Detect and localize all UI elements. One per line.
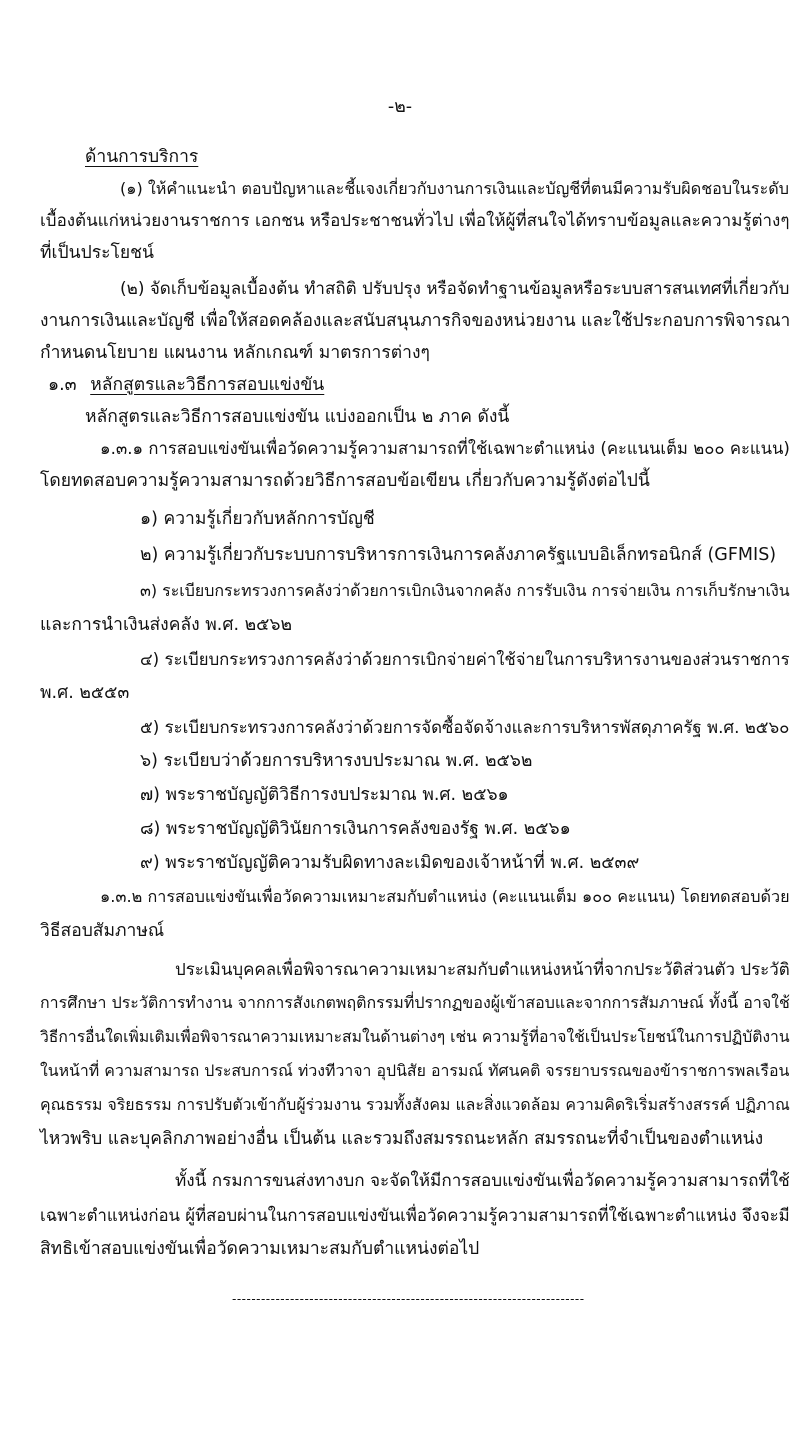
evaluation-line-2: การศึกษา ประวัติการทำงาน จากการสังเกตพฤติกรรมที่ปรากฏของผู้เข้าสอบและจากการสัมภาษณ์ ทั้งนี้ อาจใช้ <box>40 993 790 1012</box>
section-1-3-number: ๑.๓ <box>48 375 77 395</box>
topic-3-line-1: ๓) ระเบียบกระทรวงการคลังว่าด้วยการเบิกเงินจากคลัง การรับเงิน การจ่ายเงิน การเก็บรักษาเงิน <box>140 581 790 600</box>
topic-7: ๗) พระราชบัญญัติวิธีการงบประมาณ พ.ศ. ๒๕๖๑ <box>140 785 509 805</box>
topic-6: ๖) ระเบียบว่าด้วยการบริหารงบประมาณ พ.ศ. ๒๕๖๒ <box>140 751 533 771</box>
topic-4-line-1: ๔) ระเบียบกระทรวงการคลังว่าด้วยการเบิกจ่ายค่าใช้จ่ายในการบริหารงานของส่วนราชการ <box>140 649 790 669</box>
service-item-1-line-1: (๑) ให้คำแนะนำ ตอบปัญหาและชี้แจงเกี่ยวกับงานการเงินและบัญชีที่ตนมีความรับผิดชอบในระดับ <box>120 179 789 198</box>
page-number: -๒- <box>387 97 413 117</box>
evaluation-line-5: คุณธรรม จริยธรรม การปรับตัวเข้ากับผู้ร่วมงาน รวมทั้งสังคม และสิ่งแวดล้อม ความคิดริเริ่มสร้างสรรค์ ปฏิภาณ <box>40 1095 790 1114</box>
service-item-2-line-3: กำหนดนโยบาย แผนงาน หลักเกณฑ์ มาตรการต่างๆ <box>40 343 430 363</box>
section-1-3-2-line-2: วิธีสอบสัมภาษณ์ <box>40 921 165 941</box>
topic-8: ๘) พระราชบัญญัติวินัยการเงินการคลังของรัฐ พ.ศ. ๒๕๖๑ <box>140 819 571 839</box>
section-1-3-1-line-1: ๑.๓.๑ การสอบแข่งขันเพื่อวัดความรู้ความสามารถที่ใช้เฉพาะตำแหน่ง (คะแนนเต็ม ๒๐๐ คะแนน) <box>100 439 790 458</box>
service-item-1-line-3: ที่เป็นประโยชน์ <box>40 243 154 263</box>
section-1-3-title: หลักสูตรและวิธีการสอบแข่งขัน <box>90 375 325 395</box>
service-item-2-line-1: (๒) จัดเก็บข้อมูลเบื้องต้น ทำสถิติ ปรับปรุง หรือจัดทำฐานข้อมูลหรือระบบสารสนเทศที่เกี่ยวกับ <box>120 279 790 299</box>
service-item-2-line-2: งานการเงินและบัญชี เพื่อให้สอดคล้องและสนับสนุนภารกิจของหน่วยงาน และใช้ประกอบการพิจารณา <box>40 311 791 331</box>
evaluation-line-1: ประเมินบุคคลเพื่อพิจารณาความเหมาะสมกับตำแหน่งหน้าที่จากประวัติส่วนตัว ประวัติ <box>175 959 790 979</box>
evaluation-line-4: ในหน้าที่ ความสามารถ ประสบการณ์ ท่วงทีวาจา อุปนิสัย อารมณ์ ทัศนคติ จรรยาบรรณของข้าราชการพลเรือน <box>40 1061 790 1080</box>
closing-line-1: ทั้งนี้ กรมการขนส่งทางบก จะจัดให้มีการสอบแข่งขันเพื่อวัดความรู้ความสามารถที่ใช้ <box>175 1171 790 1191</box>
topic-9: ๙) พระราชบัญญัติความรับผิดทางละเมิดของเจ้าหน้าที่ พ.ศ. ๒๕๓๙ <box>140 853 640 873</box>
service-heading: ด้านการบริการ <box>85 147 199 167</box>
evaluation-line-6: ไหวพริบ และบุคลิกภาพอย่างอื่น เป็นต้น และรวมถึงสมรรถนะหลัก สมรรถนะที่จำเป็นของตำแหน่ง <box>40 1129 764 1149</box>
section-1-3-heading <box>48 374 324 396</box>
topic-3-line-2: และการนำเงินส่งคลัง พ.ศ. ๒๕๖๒ <box>40 615 293 635</box>
section-1-3-2-line-1: ๑.๓.๒ การสอบแข่งขันเพื่อวัดความเหมาะสมกับตำแหน่ง (คะแนนเต็ม ๑๐๐ คะแนน) โดยทดสอบด้วย <box>100 887 790 906</box>
topic-4-line-2: พ.ศ. ๒๕๕๓ <box>40 683 130 703</box>
section-1-3-1-line-2: โดยทดสอบความรู้ความสามารถด้วยวิธีการสอบข้อเขียน เกี่ยวกับความรู้ดังต่อไปนี้ <box>40 471 650 491</box>
end-rule: ------------------------------------------------------------------------- <box>232 1292 585 1306</box>
evaluation-line-3: วิธีการอื่นใดเพิ่มเติมเพื่อพิจารณาความเหมาะสมในด้านต่างๆ เช่น ความรู้ที่อาจใช้เป็นประโยชน์ในการปฏิบัติงาน <box>40 1027 790 1046</box>
topic-5: ๕) ระเบียบกระทรวงการคลังว่าด้วยการจัดซื้อจัดจ้างและการบริหารพัสดุภาครัฐ พ.ศ. ๒๕๖๐ <box>140 717 790 737</box>
topic-1: ๑) ความรู้เกี่ยวกับหลักการบัญชี <box>140 509 375 529</box>
section-1-3-intro: หลักสูตรและวิธีการสอบแข่งขัน แบ่งออกเป็น ๒ ภาค ดังนี้ <box>85 407 510 427</box>
closing-line-2: เฉพาะตำแหน่งก่อน ผู้ที่สอบผ่านในการสอบแข่งขันเพื่อวัดความรู้ความสามารถที่ใช้เฉพาะตำแหน่ง จึงจะมี <box>40 1205 790 1225</box>
closing-line-3: สิทธิเข้าสอบแข่งขันเพื่อวัดความเหมาะสมกับตำแหน่งต่อไป <box>40 1239 480 1259</box>
service-item-1-line-2: เบื้องต้นแก่หน่วยงานราชการ เอกชน หรือประชาชนทั่วไป เพื่อให้ผู้ที่สนใจได้ทราบข้อมูลและความรู้ต่างๆ <box>40 211 790 231</box>
topic-2: ๒) ความรู้เกี่ยวกับระบบการบริหารการเงินการคลังภาครัฐแบบอิเล็กทรอนิกส์ (GFMIS) <box>140 545 777 565</box>
